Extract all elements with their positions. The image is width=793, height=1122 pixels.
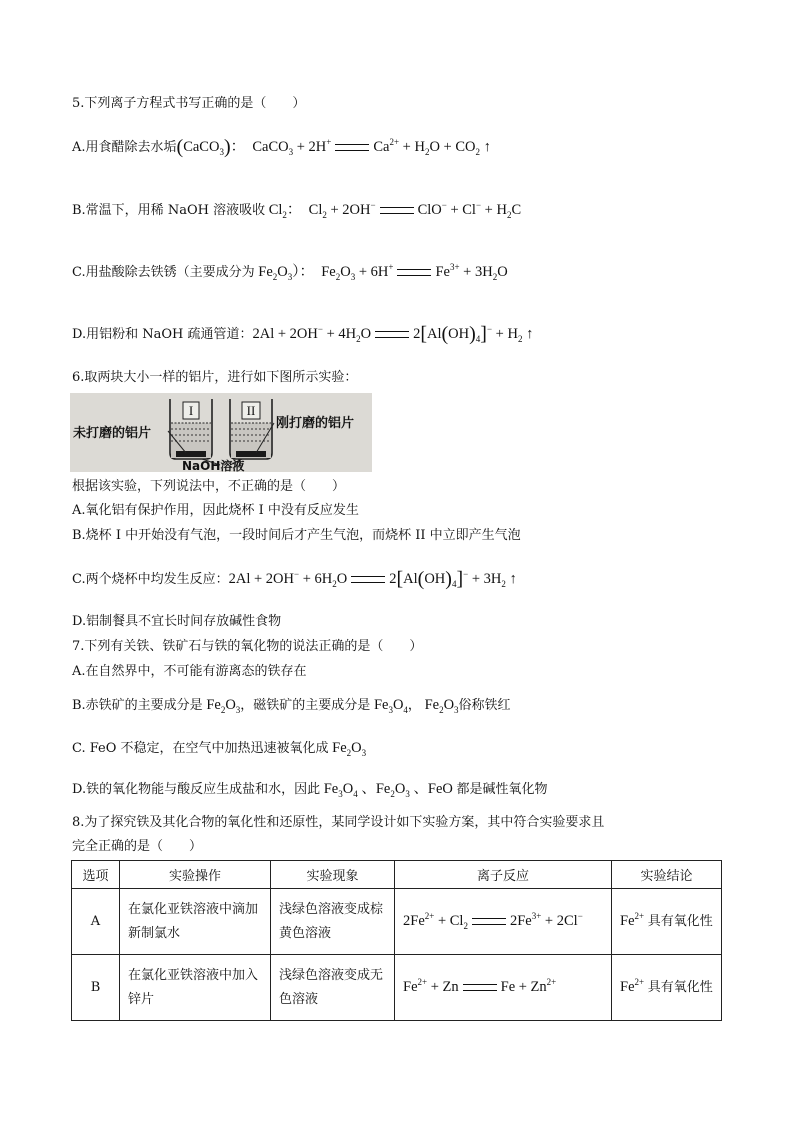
q6-question: 根据该实验，下列说法中，不正确的是（ ） [72,479,346,494]
q5-option-a-text: A.用食醋除去水垢 [72,140,177,155]
table-header: 实验现象 [271,861,395,889]
table-header: 选项 [72,861,120,889]
q7-option-b-p4: 俗称铁红 [458,698,511,713]
q7-option-b-p3: ， [407,698,421,713]
table-row [72,955,722,1021]
cell-option: B [72,955,120,1021]
cell-conclusion: $Fe^{2+}$ 具有氧化性 [612,889,722,955]
q5-option-d-text: D.用铝粉和 NaOH 疏通管道： [72,327,253,342]
q6-option-a: A.氧化铝有保护作用，因此烧杯 I 中没有反应发生 [72,503,359,518]
table-row [72,889,722,955]
q7-stem: 7.下列有关铁、铁矿石与铁的氧化物的说法正确的是（ ） [72,639,423,654]
cell-ion-reaction: $2Fe^{2+} + Cl_2$ $2Fe^{3+} + 2Cl^-$ [395,889,612,955]
cell-conclusion: $Fe^{2+}$ 具有氧化性 [612,955,722,1021]
table-header: 实验结论 [612,861,722,889]
cell-option: A [72,889,120,955]
cell-conclusion-text: 具有氧化性 [647,980,713,995]
q5-stem: 5.下列离子方程式书写正确的是（ ） [72,96,306,111]
q7-option-d-p2: 都是碱性氧化物 [456,782,548,797]
beaker-2-label: II [246,403,256,418]
table-header: 离子反应 [395,861,612,889]
q5-option-a: A.用食醋除去水垢(CaCO$_3$)： CaCO$_3$ + 2H+ $Ca^{2+} + H_2O + CO_2$ ↑ [72,136,491,158]
q7-option-d-p1: D.铁的氧化物能与酸反应生成盐和水，因此 [72,782,321,797]
q5-option-d: D.用铝粉和 NaOH 疏通管道：$2Al + 2OH^- + 4H_2O$ $2[Al(OH)_4]^- + H_2$ ↑ [72,323,534,345]
cell-ion-reaction: $Fe^{2+} + Zn$ $Fe + Zn^{2+}$ [395,955,612,1021]
cell-phenomenon: 浅绿色溶液变成无色溶液 [271,955,395,1021]
q8-stem-line2: 完全正确的是（ ） [72,839,203,854]
table-header-row [72,861,722,889]
label-unpolished: 未打磨的铝片 [73,426,152,441]
q7-option-b-p2: ，磁铁矿的主要成分是 [240,698,371,713]
beaker-1-label: I [188,403,194,418]
q6-option-c: C.两个烧杯中均发生反应：$2Al + 2OH^- + 6H_2O$ $2[Al(OH)_4]^- + 3H_2$ ↑ [72,568,517,590]
q6-option-d: D.铝制餐具不宜长时间存放碱性食物 [72,614,282,629]
q5-option-b-text: B.常温下，用稀 NaOH 溶液吸收 [72,203,266,218]
q6-option-c-text: C.两个烧杯中均发生反应： [72,572,229,587]
label-naoh: NaOH溶液 [182,459,245,472]
q7-option-a: A.在自然界中，不可能有游离态的铁存在 [72,664,307,679]
label-polished: 刚打磨的铝片 [276,416,355,431]
q6-option-b: B.烧杯 I 中开始没有气泡，一段时间后才产生气泡，而烧杯 II 中立即产生气泡 [72,528,521,543]
q6-stem: 6.取两块大小一样的铝片，进行如下图所示实验： [72,370,358,385]
cell-phenomenon: 浅绿色溶液变成棕黄色溶液 [271,889,395,955]
q5-option-c-text: C.用盐酸除去铁锈（主要成分为 [72,265,255,280]
q5-option-c: C.用盐酸除去铁锈（主要成分为 $Fe_2O_3$）： $Fe_2O_3 + 6H^+$ $Fe^{3+} + 3H_2O$ [72,262,508,282]
q7-option-c-p1: C. FeO 不稳定，在空气中加热迅速被氧化成 [72,741,329,756]
q7-option-c: C. FeO 不稳定，在空气中加热迅速被氧化成 $Fe_2O_3$ [72,740,367,758]
cell-operation: 在氯化亚铁溶液中滴加新制氯水 [120,889,271,955]
table-header: 实验操作 [120,861,271,889]
q7-option-d: D.铁的氧化物能与酸反应生成盐和水，因此 $Fe_3O_4$ 、$Fe_2O_3$ 、FeO 都是碱性氧化物 [72,781,548,799]
q5-option-b: B.常温下，用稀 NaOH 溶液吸收 $Cl_2$： $Cl_2 + 2OH^-$ $ClO^- + Cl^- + H_2C$ [72,200,522,220]
cell-conclusion-text: 具有氧化性 [647,914,713,929]
cell-operation: 在氯化亚铁溶液中加入锌片 [120,955,271,1021]
q7-option-b: B.赤铁矿的主要成分是 $Fe_2O_3$，磁铁矿的主要成分是 $Fe_3O_4$， $Fe_2O_3$俗称铁红 [72,697,511,715]
q8-stem-line1: 8.为了探究铁及其化合物的氧化性和还原性，某同学设计如下实验方案，其中符合实验要求且 [72,815,605,830]
q7-option-b-p1: B.赤铁矿的主要成分是 [72,698,203,713]
q8-experiment-table [71,860,722,1021]
q6-experiment-figure [70,393,372,472]
